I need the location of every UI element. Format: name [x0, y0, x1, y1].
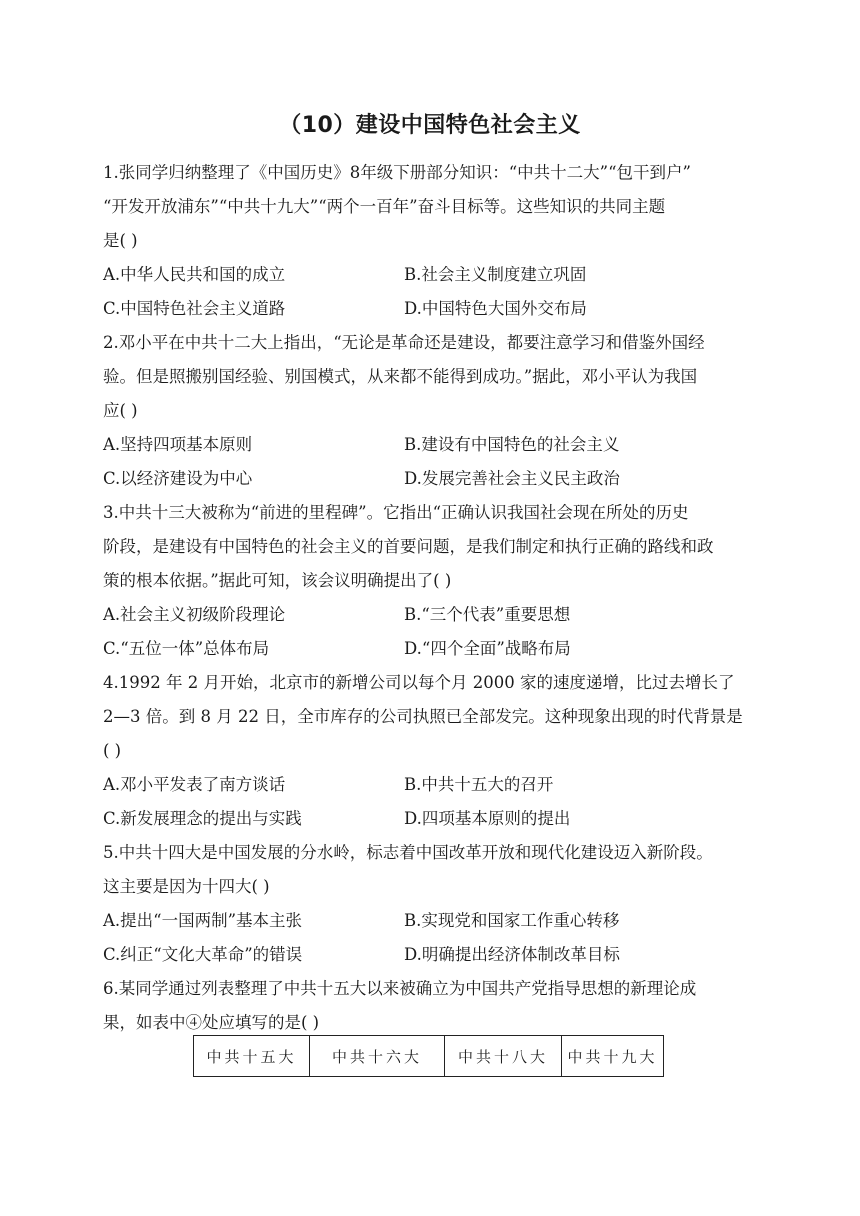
table-cell: 中共十五大 [194, 1036, 310, 1077]
table-row [194, 1036, 664, 1077]
question-stem-line: 2—3 倍。到 8 月 22 日，全市库存的公司执照已全部发完。这种现象出现的时代背景是 [103, 707, 743, 726]
answer-option: A.坚持四项基本原则 [103, 435, 253, 454]
question-stem-line: ( ) [103, 741, 122, 760]
answer-option: B.实现党和国家工作重心转移 [404, 911, 620, 930]
question-stem-line: “开发开放浦东”“中共十九大”“两个一百年”奋斗目标等。这些知识的共同主题 [103, 197, 666, 216]
question-stem-line: 是( ) [103, 231, 138, 250]
answer-option: C.中国特色社会主义道路 [103, 299, 286, 318]
question-stem: 1.张同学归纳整理了《中国历史》8年级下册部分知识：“中共十二大”“包干到户” [103, 163, 691, 182]
answer-option: D.四项基本原则的提出 [404, 809, 571, 828]
answer-option: B.社会主义制度建立巩固 [404, 265, 587, 284]
theory-table [193, 1035, 664, 1077]
question-stem-line: 应( ) [103, 401, 138, 420]
answer-option: C.“五位一体”总体布局 [103, 639, 270, 658]
answer-option: A.邓小平发表了南方谈话 [103, 775, 286, 794]
page-title: （10）建设中国特色社会主义 [279, 113, 581, 138]
answer-option: B.“三个代表”重要思想 [404, 605, 571, 624]
answer-option: D.发展完善社会主义民主政治 [404, 469, 620, 488]
answer-option: C.以经济建设为中心 [103, 469, 253, 488]
question-stem: 4.1992 年 2 月开始，北京市的新增公司以每个月 2000 家的速度递增，比过去增长了 [103, 673, 735, 692]
question-stem: 6.某同学通过列表整理了中共十五大以来被确立为中国共产党指导思想的新理论成 [103, 979, 697, 998]
question-stem: 2.邓小平在中共十二大上指出，“无论是革命还是建设，都要注意学习和借鉴外国经 [103, 333, 705, 352]
question-stem-line: 验。但是照搬别国经验、别国模式，从来都不能得到成功。”据此，邓小平认为我国 [103, 367, 698, 386]
answer-option: A.社会主义初级阶段理论 [103, 605, 286, 624]
answer-option: D.“四个全面”战略布局 [404, 639, 571, 658]
answer-option: D.明确提出经济体制改革目标 [404, 945, 620, 964]
table-cell: 中共十六大 [310, 1036, 445, 1077]
question-stem-line: 果，如表中④处应填写的是( ) [103, 1013, 320, 1032]
answer-option: D.中国特色大国外交布局 [404, 299, 587, 318]
answer-option: B.建设有中国特色的社会主义 [404, 435, 620, 454]
answer-option: B.中共十五大的召开 [404, 775, 554, 794]
answer-option: C.新发展理念的提出与实践 [103, 809, 302, 828]
question-stem: 5.中共十四大是中国发展的分水岭，标志着中国改革开放和现代化建设迈入新阶段。 [103, 843, 713, 862]
question-stem-line: 阶段，是建设有中国特色的社会主义的首要问题，是我们制定和执行正确的路线和政 [103, 537, 714, 556]
question-stem: 3.中共十三大被称为“前进的里程碑”。它指出“正确认识我国社会现在所处的历史 [103, 503, 689, 522]
table-cell: 中共十八大 [445, 1036, 562, 1077]
table-cell: 中共十九大 [562, 1036, 664, 1077]
answer-option: A.中华人民共和国的成立 [103, 265, 286, 284]
question-stem-line: 这主要是因为十四大( ) [103, 877, 270, 896]
question-stem-line: 策的根本依据。”据此可知，该会议明确提出了( ) [103, 571, 452, 590]
answer-option: C.纠正“文化大革命”的错误 [103, 945, 303, 964]
answer-option: A.提出“一国两制”基本主张 [103, 911, 303, 930]
